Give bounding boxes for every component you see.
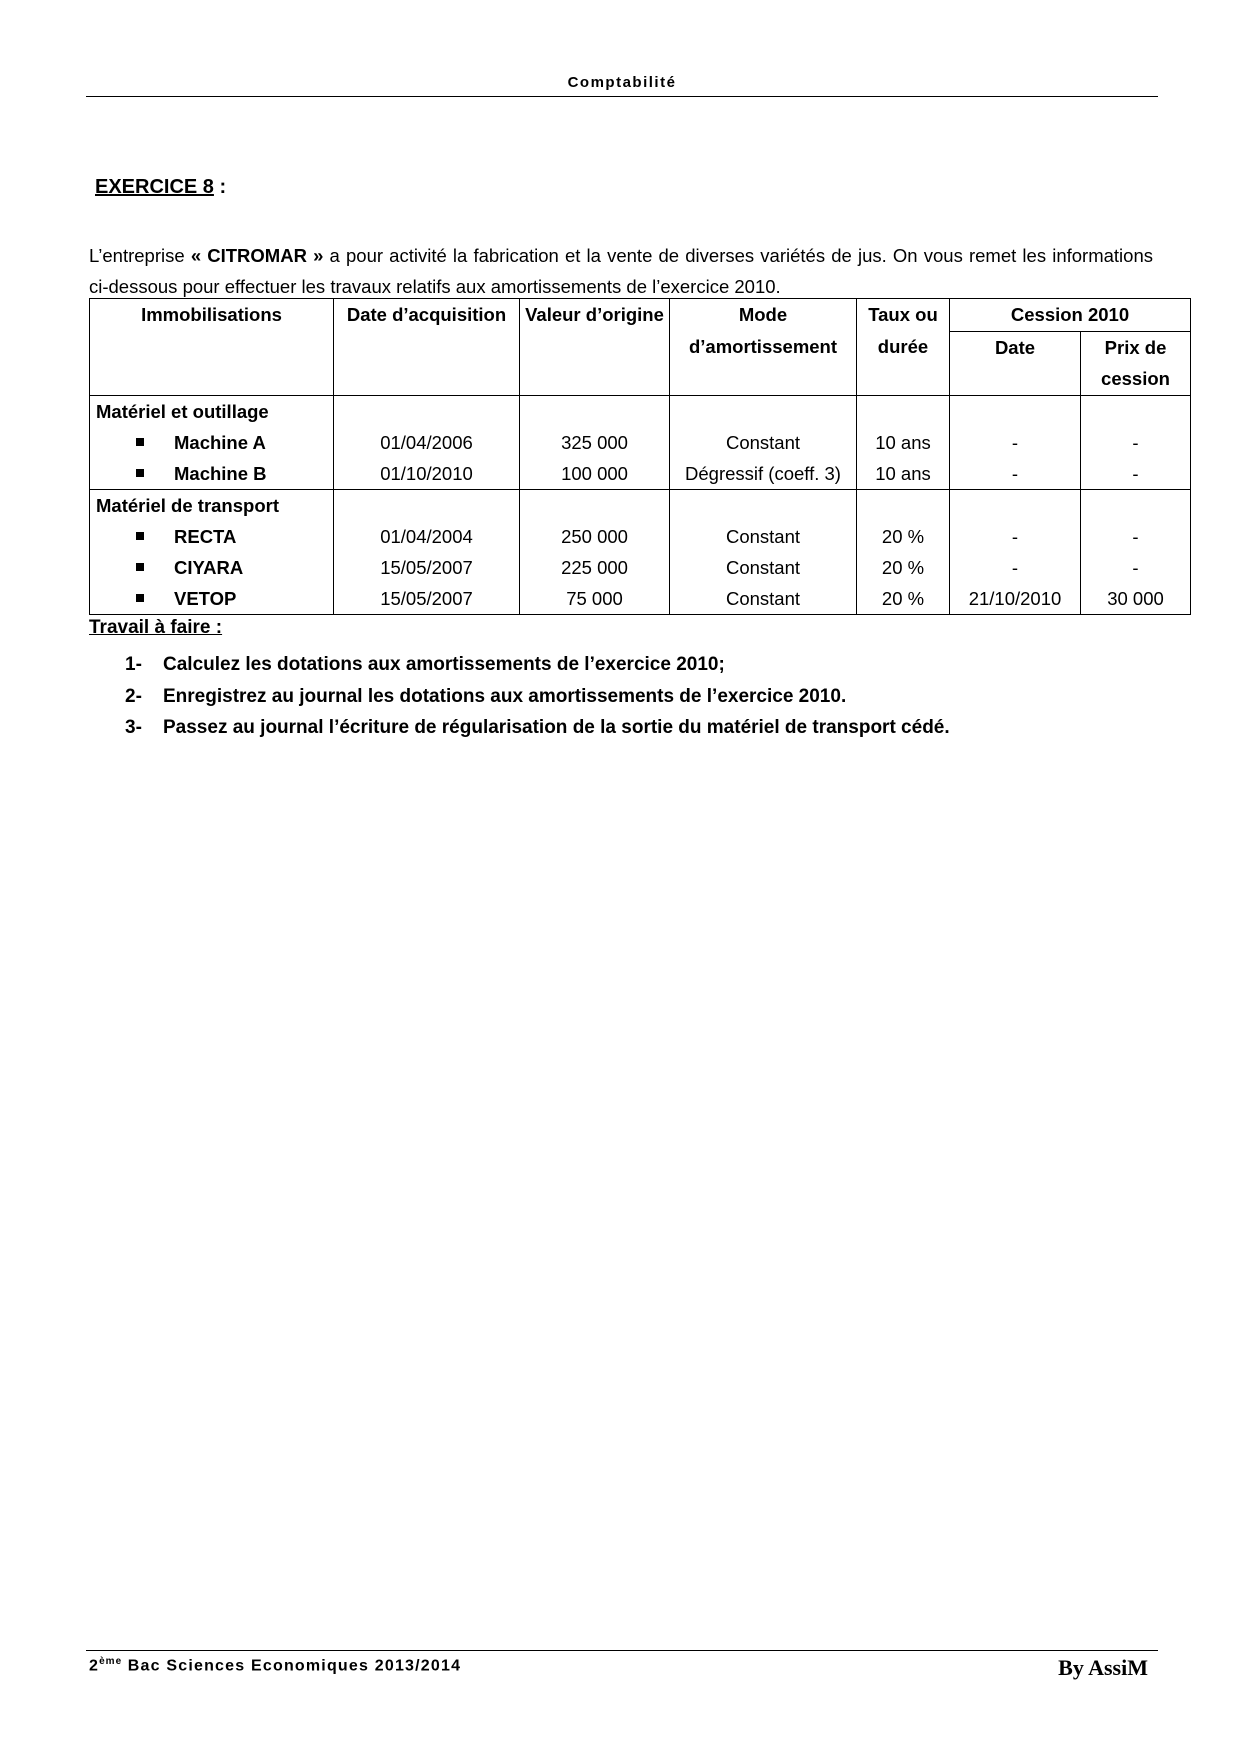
valeur-origine-cell: 225 000 xyxy=(520,552,670,583)
acquisition-date-cell: 01/04/2004 xyxy=(334,521,520,552)
taux-cell: 20 % xyxy=(857,552,950,583)
prix-cession-cell: - xyxy=(1081,552,1191,583)
prix-cession-cell: - xyxy=(1081,521,1191,552)
exercise-title-suffix: : xyxy=(213,176,227,198)
header-divider xyxy=(86,96,1158,97)
acquisition-date-cell: 15/05/2007 xyxy=(334,583,520,615)
table-row xyxy=(90,427,1191,458)
prix-cession-cell: - xyxy=(1081,458,1191,490)
task-text: Enregistrez au journal les dotations aux amortissements de l’exercice 2010. xyxy=(163,685,847,707)
task-item xyxy=(125,712,950,744)
header-valeur-origine: Valeur d’origine xyxy=(520,299,670,396)
taux-cell: 20 % xyxy=(857,583,950,615)
page-header-title: Comptabilité xyxy=(567,74,677,91)
table-row xyxy=(90,552,1191,583)
empty-cell xyxy=(857,489,950,521)
footer-divider xyxy=(86,1650,1158,1651)
empty-cell xyxy=(520,395,670,427)
valeur-origine-cell: 75 000 xyxy=(520,583,670,615)
task-item xyxy=(125,649,950,681)
exercise-title xyxy=(95,176,226,199)
empty-cell xyxy=(1081,489,1191,521)
cession-date-cell: - xyxy=(950,458,1081,490)
intro-before: L’entreprise xyxy=(89,245,191,266)
empty-cell xyxy=(670,395,857,427)
asset-name-cell xyxy=(90,458,334,490)
prix-cession-cell: 30 000 xyxy=(1081,583,1191,615)
asset-name: CIYARA xyxy=(174,556,244,578)
bullet-icon xyxy=(136,532,144,540)
bullet-icon xyxy=(136,469,144,477)
table-group-row xyxy=(90,395,1191,427)
group-label: Matériel de transport xyxy=(90,489,334,521)
taux-cell: 10 ans xyxy=(857,427,950,458)
group-label: Matériel et outillage xyxy=(90,395,334,427)
table-row xyxy=(90,521,1191,552)
footer-text: Bac Sciences Economiques 2013/2014 xyxy=(122,1657,462,1675)
taux-cell: 20 % xyxy=(857,521,950,552)
acquisition-date-cell: 15/05/2007 xyxy=(334,552,520,583)
assets-table xyxy=(89,298,1191,615)
footer-level: 2 xyxy=(89,1657,100,1675)
header-date-acquisition: Date d’acquisition xyxy=(334,299,520,396)
empty-cell xyxy=(520,489,670,521)
cession-date-cell: - xyxy=(950,427,1081,458)
header-cession: Cession 2010 xyxy=(950,299,1191,332)
empty-cell xyxy=(1081,395,1191,427)
table-row xyxy=(90,458,1191,490)
cession-date-cell: - xyxy=(950,552,1081,583)
footer-level-sup: ème xyxy=(99,1656,123,1667)
asset-name-cell xyxy=(90,427,334,458)
mode-cell: Constant xyxy=(670,521,857,552)
prix-cession-cell: - xyxy=(1081,427,1191,458)
header-prix-cession: Prix de cession xyxy=(1081,331,1191,395)
work-title: Travail à faire : xyxy=(89,617,223,638)
intro-paragraph xyxy=(89,240,1153,302)
cession-date-cell: 21/10/2010 xyxy=(950,583,1081,615)
asset-name: VETOP xyxy=(174,587,237,609)
task-number: 2- xyxy=(125,685,142,707)
empty-cell xyxy=(670,489,857,521)
company-name: « CITROMAR » xyxy=(190,245,324,266)
footer-class-label xyxy=(89,1656,461,1675)
task-text: Passez au journal l’écriture de régularisation de la sortie du matériel de transport cédé. xyxy=(163,717,950,738)
empty-cell xyxy=(857,395,950,427)
asset-name: Machine B xyxy=(174,462,267,484)
header-cession-date: Date xyxy=(950,331,1081,395)
acquisition-date-cell: 01/04/2006 xyxy=(334,427,520,458)
valeur-origine-cell: 100 000 xyxy=(520,458,670,490)
exercise-title-text: EXERCICE 8 xyxy=(95,176,214,198)
footer-author: By AssiM xyxy=(1058,1655,1148,1680)
acquisition-date-cell: 01/10/2010 xyxy=(334,458,520,490)
mode-cell: Constant xyxy=(670,427,857,458)
task-number: 3- xyxy=(125,717,142,738)
mode-cell: Constant xyxy=(670,552,857,583)
valeur-origine-cell: 250 000 xyxy=(520,521,670,552)
task-list xyxy=(125,649,950,744)
asset-name-cell xyxy=(90,552,334,583)
mode-cell: Constant xyxy=(670,583,857,615)
valeur-origine-cell: 325 000 xyxy=(520,427,670,458)
bullet-icon xyxy=(136,563,144,571)
bullet-icon xyxy=(136,438,144,446)
intro-after: a pour activité la fabrication et la vente de diverses variétés de jus. On vous remet les informations ci-dessous pour effectuer les travaux relatifs aux amortissements de l’exercice 2010. xyxy=(89,245,1153,297)
asset-name-cell xyxy=(90,521,334,552)
task-item xyxy=(125,681,950,713)
asset-name-cell xyxy=(90,583,334,615)
cession-date-cell: - xyxy=(950,521,1081,552)
table-row xyxy=(90,583,1191,615)
table-group-row xyxy=(90,489,1191,521)
empty-cell xyxy=(334,395,520,427)
header-immobilisations: Immobilisations xyxy=(90,299,334,396)
asset-name: RECTA xyxy=(174,525,237,547)
task-number: 1- xyxy=(125,654,142,675)
taux-cell: 10 ans xyxy=(857,458,950,490)
header-taux-duree: Taux ou durée xyxy=(857,299,950,396)
task-text: Calculez les dotations aux amortissements de l’exercice 2010; xyxy=(163,654,725,675)
header-mode-amortissement: Mode d’amortissement xyxy=(670,299,857,396)
empty-cell xyxy=(950,395,1081,427)
mode-cell: Dégressif (coeff. 3) xyxy=(670,458,857,490)
asset-name: Machine A xyxy=(174,431,266,453)
empty-cell xyxy=(334,489,520,521)
empty-cell xyxy=(950,489,1081,521)
bullet-icon xyxy=(136,594,144,602)
